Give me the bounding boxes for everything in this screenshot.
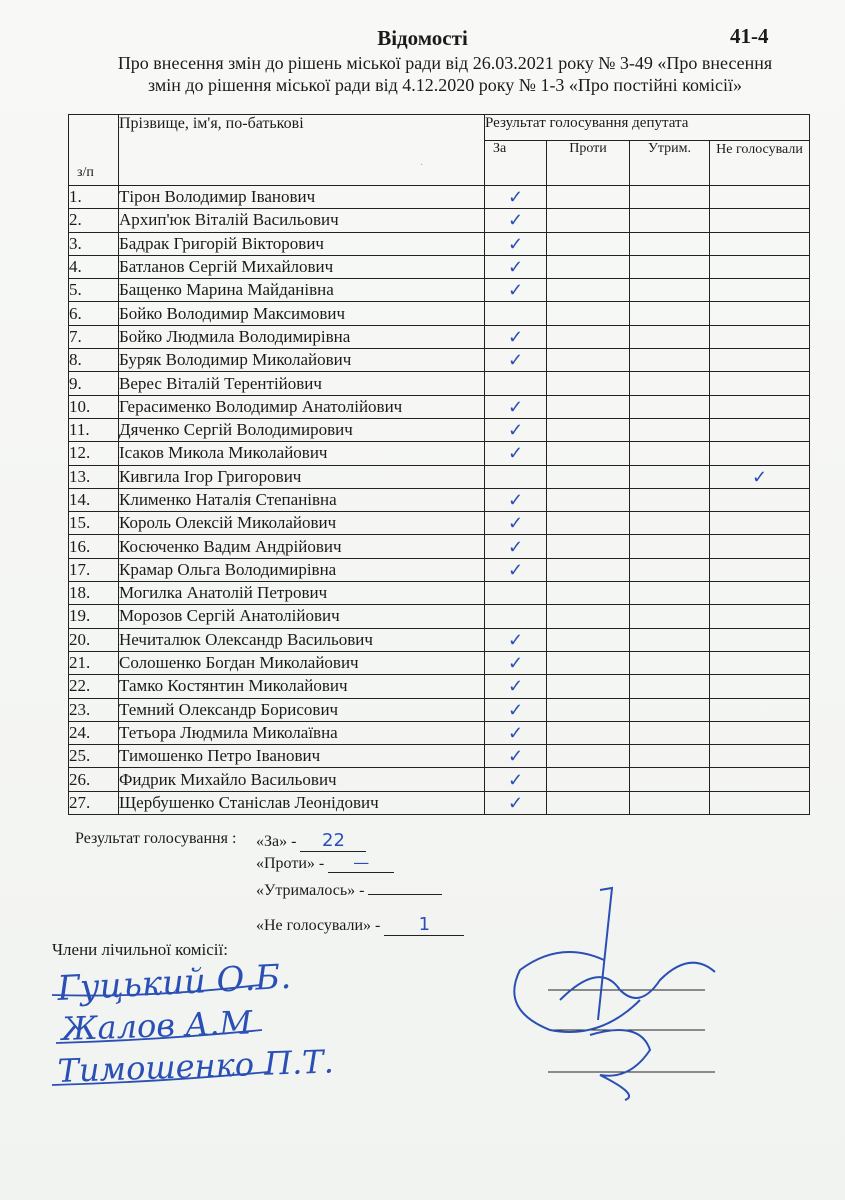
- row-number: 25.: [69, 745, 119, 768]
- row-number: 1.: [69, 186, 119, 209]
- row-deputy-name: Батланов Сергій Михайлович: [119, 255, 485, 278]
- svg-text:Тимошенко П.Т.: Тимошенко П.Т.: [56, 1042, 335, 1090]
- row-number: 16.: [69, 535, 119, 558]
- checkmark-icon: ✓: [507, 233, 524, 254]
- header-number: з/п: [69, 115, 119, 186]
- checkmark-icon: ✓: [507, 443, 524, 464]
- header-abstain: Утрим.: [630, 141, 710, 186]
- row-number: 14.: [69, 488, 119, 511]
- svg-text:Гуцький О.Б.: Гуцький О.Б.: [56, 956, 293, 1009]
- page-number: 41-4: [730, 24, 769, 48]
- summary-not-voted-value: 1: [384, 914, 464, 936]
- checkmark-icon: ✓: [507, 722, 524, 743]
- row-deputy-name: Тамко Костянтин Миколайович: [119, 675, 485, 698]
- summary-label: Результат голосування :: [75, 830, 237, 847]
- document-title: Відомості: [377, 26, 468, 50]
- checkmark-icon: ✓: [751, 466, 768, 487]
- row-deputy-name: Нечиталюк Олександр Васильович: [119, 628, 485, 651]
- row-deputy-name: Кивгила Ігор Григорович: [119, 465, 485, 488]
- checkmark-icon: ✓: [507, 653, 524, 674]
- row-number: 21.: [69, 651, 119, 674]
- checkmark-icon: ✓: [507, 210, 524, 231]
- header-name: Прізвище, ім'я, по-батькові: [119, 115, 485, 186]
- row-number: 9.: [69, 372, 119, 395]
- header-result-group: Результат голосування депутата: [485, 115, 810, 141]
- chairman-signature: [514, 888, 715, 1100]
- row-deputy-name: Герасименко Володимир Анатолійович: [119, 395, 485, 418]
- checkmark-icon: ✓: [507, 490, 524, 510]
- row-number: 12.: [69, 442, 119, 465]
- commission-signature-3: [52, 1042, 334, 1090]
- row-number: 27.: [69, 791, 119, 814]
- checkmark-icon: ✓: [507, 513, 524, 534]
- row-deputy-name: Бойко Людмила Володимирівна: [119, 325, 485, 348]
- row-deputy-name: Король Олексій Миколайович: [119, 512, 485, 535]
- row-number: 5.: [69, 279, 119, 302]
- row-deputy-name: Темний Олександр Борисович: [119, 698, 485, 721]
- checkmark-icon: ✓: [507, 350, 524, 371]
- svg-text:Жалов А.М: Жалов А.М: [60, 1003, 253, 1048]
- checkmark-icon: ✓: [507, 187, 524, 208]
- row-number: 15.: [69, 512, 119, 535]
- row-deputy-name: Крамар Ольга Володимирівна: [119, 558, 485, 581]
- checkmark-icon: ✓: [507, 396, 524, 417]
- row-deputy-name: Солошенко Богдан Миколайович: [119, 651, 485, 674]
- row-number: 13.: [69, 465, 119, 488]
- commission-label: Члени лічильної комісії:: [52, 940, 228, 959]
- row-deputy-name: Верес Віталій Терентійович: [119, 372, 485, 395]
- row-number: 3.: [69, 232, 119, 255]
- header-for: За: [485, 141, 547, 186]
- checkmark-icon: ✓: [507, 280, 524, 301]
- header-against: Проти: [547, 141, 630, 186]
- row-deputy-name: Дяченко Сергій Володимирович: [119, 418, 485, 441]
- checkmark-icon: ✓: [507, 699, 524, 720]
- checkmark-icon: ✓: [507, 257, 524, 278]
- summary-not-voted-label: «Не голосували» -: [256, 917, 381, 934]
- row-number: 4.: [69, 255, 119, 278]
- checkmark-icon: ✓: [507, 769, 524, 790]
- row-deputy-name: Могилка Анатолій Петрович: [119, 582, 485, 605]
- row-number: 22.: [69, 675, 119, 698]
- commission-signature-2: [56, 1003, 262, 1048]
- row-deputy-name: Тимошенко Петро Іванович: [119, 745, 485, 768]
- row-deputy-name: Буряк Володимир Миколайович: [119, 349, 485, 372]
- summary-for-value: 22: [300, 830, 366, 852]
- row-number: 7.: [69, 325, 119, 348]
- row-deputy-name: Фидрик Михайло Васильович: [119, 768, 485, 791]
- row-deputy-name: Косюченко Вадим Андрійович: [119, 535, 485, 558]
- row-number: 10.: [69, 395, 119, 418]
- row-deputy-name: Архип'юк Віталій Васильович: [119, 209, 485, 232]
- row-number: 17.: [69, 558, 119, 581]
- row-deputy-name: Тірон Володимир Іванович: [119, 186, 485, 209]
- row-deputy-name: Бадрак Григорій Вікторович: [119, 232, 485, 255]
- checkmark-icon: ✓: [507, 792, 524, 813]
- row-deputy-name: Бойко Володимир Максимович: [119, 302, 485, 325]
- checkmark-icon: ✓: [507, 676, 524, 697]
- row-number: 11.: [69, 418, 119, 441]
- header-not-voted: Не голосували: [710, 141, 810, 186]
- checkmark-icon: ✓: [507, 559, 524, 580]
- row-number: 8.: [69, 349, 119, 372]
- summary-for-label: «За» -: [256, 833, 297, 850]
- summary-against-value: —: [328, 853, 394, 873]
- row-number: 2.: [69, 209, 119, 232]
- commission-signature-1: [52, 957, 292, 1009]
- row-deputy-name: Щербушенко Станіслав Леонідович: [119, 791, 485, 814]
- summary-abstain-label: «Утрималось» -: [256, 882, 365, 899]
- row-number: 18.: [69, 582, 119, 605]
- row-number: 6.: [69, 302, 119, 325]
- row-deputy-name: Морозов Сергій Анатолійович: [119, 605, 485, 628]
- row-number: 26.: [69, 768, 119, 791]
- checkmark-icon: ✓: [507, 746, 524, 767]
- checkmark-icon: ✓: [507, 420, 524, 441]
- document-subtitle: Про внесення змін до рішень міської ради від 26.03.2021 року № 3-49 «Про внесення змін до рішення міської ради від 4.12.2020 року № 1-3 «Про постійні комісії»: [117, 53, 773, 95]
- checkmark-icon: ✓: [507, 536, 524, 557]
- checkmark-icon: ✓: [507, 629, 524, 650]
- row-deputy-name: Ісаков Микола Миколайович: [119, 442, 485, 465]
- checkmark-icon: ✓: [507, 326, 524, 347]
- scan-mark: ·: [420, 160, 424, 171]
- summary-against-label: «Проти» -: [256, 855, 325, 872]
- row-number: 23.: [69, 698, 119, 721]
- row-deputy-name: Клименко Наталія Степанівна: [119, 488, 485, 511]
- row-deputy-name: Тетьора Людмила Миколаївна: [119, 721, 485, 744]
- row-number: 24.: [69, 721, 119, 744]
- row-number: 19.: [69, 605, 119, 628]
- row-number: 20.: [69, 628, 119, 651]
- row-deputy-name: Бащенко Марина Майданівна: [119, 279, 485, 302]
